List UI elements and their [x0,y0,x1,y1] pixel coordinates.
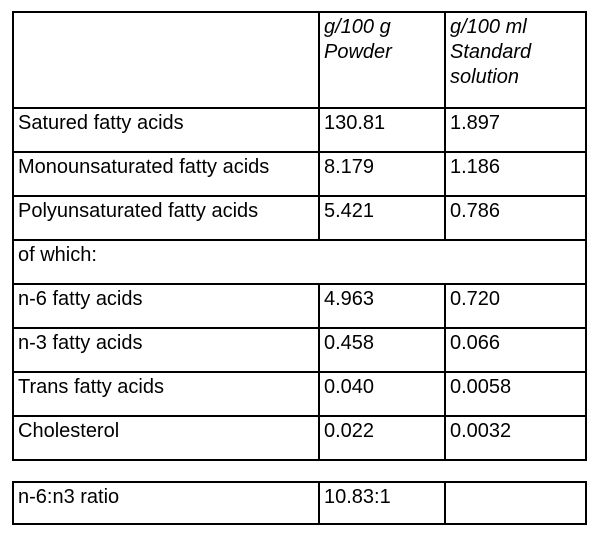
header-cell-powder [319,12,445,108]
header-solution-label-2: solution [450,66,519,88]
row-powder-value: 0.458 [319,328,445,372]
table-row [13,196,586,240]
table-row [13,152,586,196]
row-powder-value: 130.81 [319,108,445,152]
row-solution-value: 0.786 [445,196,586,240]
row-solution-value: 0.0032 [445,416,586,460]
row-powder-value: 8.179 [319,152,445,196]
header-powder-unit: g/100 g [324,16,391,38]
header-solution-label-1: Standard [450,41,532,63]
row-label: Trans fatty acids [13,372,319,416]
table-header-row [13,12,586,108]
row-powder-value: 4.963 [319,284,445,328]
row-solution-value: 0.720 [445,284,586,328]
row-subheading: of which: [13,240,586,284]
header-cell-solution [445,12,586,108]
ratio-row [13,482,586,524]
ratio-label: n-6:n3 ratio [13,482,319,524]
row-solution-value: 1.186 [445,152,586,196]
header-powder-label: Powder [324,41,392,63]
row-powder-value: 0.040 [319,372,445,416]
row-label: Polyunsaturated fatty acids [13,196,319,240]
fatty-acids-table [12,11,587,461]
ratio-value: 10.83:1 [319,482,445,524]
row-label: Monounsaturated fatty acids [13,152,319,196]
header-solution-unit: g/100 ml [450,16,527,38]
row-label: n-3 fatty acids [13,328,319,372]
row-powder-value: 5.421 [319,196,445,240]
ratio-table [12,481,587,525]
ratio-empty-cell [445,482,586,524]
header-cell-empty [13,12,319,108]
row-solution-value: 0.0058 [445,372,586,416]
row-solution-value: 1.897 [445,108,586,152]
row-label: n-6 fatty acids [13,284,319,328]
row-label: Cholesterol [13,416,319,460]
row-solution-value: 0.066 [445,328,586,372]
table-row [13,108,586,152]
row-label: Satured fatty acids [13,108,319,152]
table-row [13,416,586,460]
table-subheading-row [13,240,586,284]
row-powder-value: 0.022 [319,416,445,460]
table-row [13,284,586,328]
table-row [13,328,586,372]
table-row [13,372,586,416]
